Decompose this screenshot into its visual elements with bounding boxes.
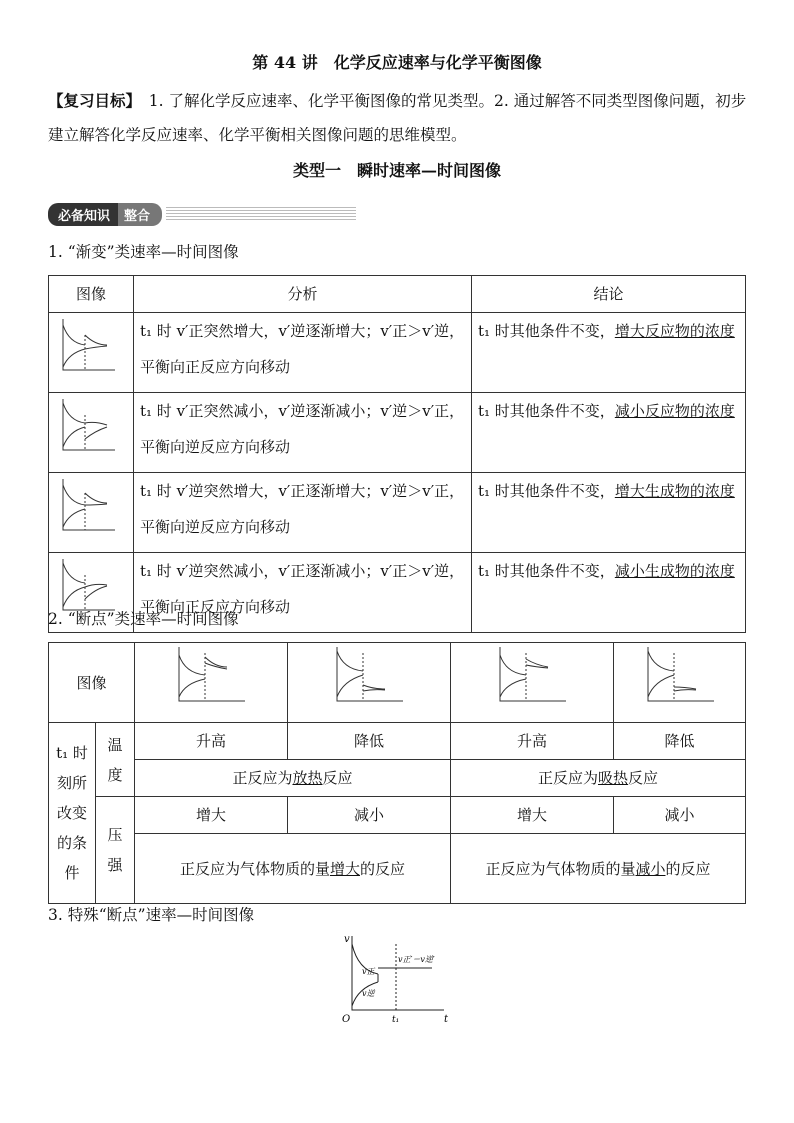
temp-note: 正反应为放热反应 [135,760,451,797]
badge-left: 必备知识 [48,203,118,226]
analysis-cell: t₁ 时 v′逆突然增大，v′正逐渐增大；v′逆＞v′正，平衡向逆反应方向移动 [134,473,472,553]
temp-cell: 降低 [288,723,451,760]
badge-right: 整合 [118,203,162,226]
temp-note-row [49,760,746,797]
table-header-row [49,276,746,313]
conclusion-cell: t₁ 时其他条件不变，增大反应物的浓度 [472,313,746,393]
badge-divider [166,207,356,221]
table-row [49,393,746,473]
image-label: 图像 [49,643,135,723]
analysis-cell: t₁ 时 v′逆突然减小，v′正逐渐减小；v′正＞v′逆，平衡向正反应方向移动 [134,553,472,633]
graph-thumbnail [49,313,134,393]
type-heading: 类型一 瞬时速率—时间图像 [292,161,501,180]
special-breakpoint-figure [340,930,460,1030]
analysis-cell: t₁ 时 v′正突然减小，v′逆逐渐减小；v′逆＞v′正，平衡向逆反应方向移动 [134,393,472,473]
t1-label: t₁ [392,1015,400,1025]
page-title: 第 44 讲 化学反应速率与化学平衡图像 [252,53,542,72]
goal-label: 【复习目标】 [48,91,134,110]
v-zheng-label: v正 [362,967,375,976]
graph-thumbnail [288,643,451,723]
pressure-cell: 减小 [614,797,746,834]
section-badge [48,203,356,225]
graph-thumbnail [49,393,134,473]
header-image: 图像 [49,276,134,313]
goal-text: 1. 了解化学反应速率、化学平衡图像的常见类型。2. 通过解答不同类型图像问题，初步建立解答化学反应速率、化学平衡相关图像问题的思维模型。 [48,92,747,144]
side-label: t₁ 时刻所改变的条件 [49,723,96,904]
conclusion-cell: t₁ 时其他条件不变，减小反应物的浓度 [472,393,746,473]
section3-heading: 3. 特殊“断点”速率—时间图像 [48,906,255,924]
pressure-note: 正反应为气体物质的量减小的反应 [451,834,746,904]
conclusion-cell: t₁ 时其他条件不变，增大生成物的浓度 [472,473,746,553]
temp-cell: 降低 [614,723,746,760]
pressure-row [49,797,746,834]
pressure-note: 正反应为气体物质的量增大的反应 [135,834,451,904]
header-analysis: 分析 [134,276,472,313]
axis-v: v [344,934,350,945]
table-row [49,313,746,393]
section2-heading: 2. “断点”类速率—时间图像 [48,610,239,628]
gradual-table [48,275,746,633]
origin-label: O [342,1014,351,1025]
table-row [49,473,746,553]
graph-thumbnail [451,643,614,723]
graph-thumbnail [614,643,746,723]
conclusion-cell: t₁ 时其他条件不变，减小生成物的浓度 [472,553,746,633]
temp-cell: 升高 [135,723,288,760]
graph-thumbnail [49,473,134,553]
temp-note: 正反应为吸热反应 [451,760,746,797]
temp-row [49,723,746,760]
temp-label: 温度 [96,723,135,797]
breakpoint-table [48,642,746,904]
image-row [49,643,746,723]
equal-label: v正′＝v逆′ [398,955,435,964]
v-ni-label: v逆 [362,989,375,998]
pressure-note-row [49,834,746,904]
section1-heading: 1. “渐变”类速率—时间图像 [48,243,239,261]
review-goal [48,84,748,152]
pressure-cell: 增大 [135,797,288,834]
pressure-cell: 减小 [288,797,451,834]
temp-cell: 升高 [451,723,614,760]
pressure-cell: 增大 [451,797,614,834]
analysis-cell: t₁ 时 v′正突然增大，v′逆逐渐增大；v′正＞v′逆，平衡向正反应方向移动 [134,313,472,393]
pressure-label: 压强 [96,797,135,904]
axis-t: t [444,1014,449,1025]
header-conclusion: 结论 [472,276,746,313]
graph-thumbnail [135,643,288,723]
